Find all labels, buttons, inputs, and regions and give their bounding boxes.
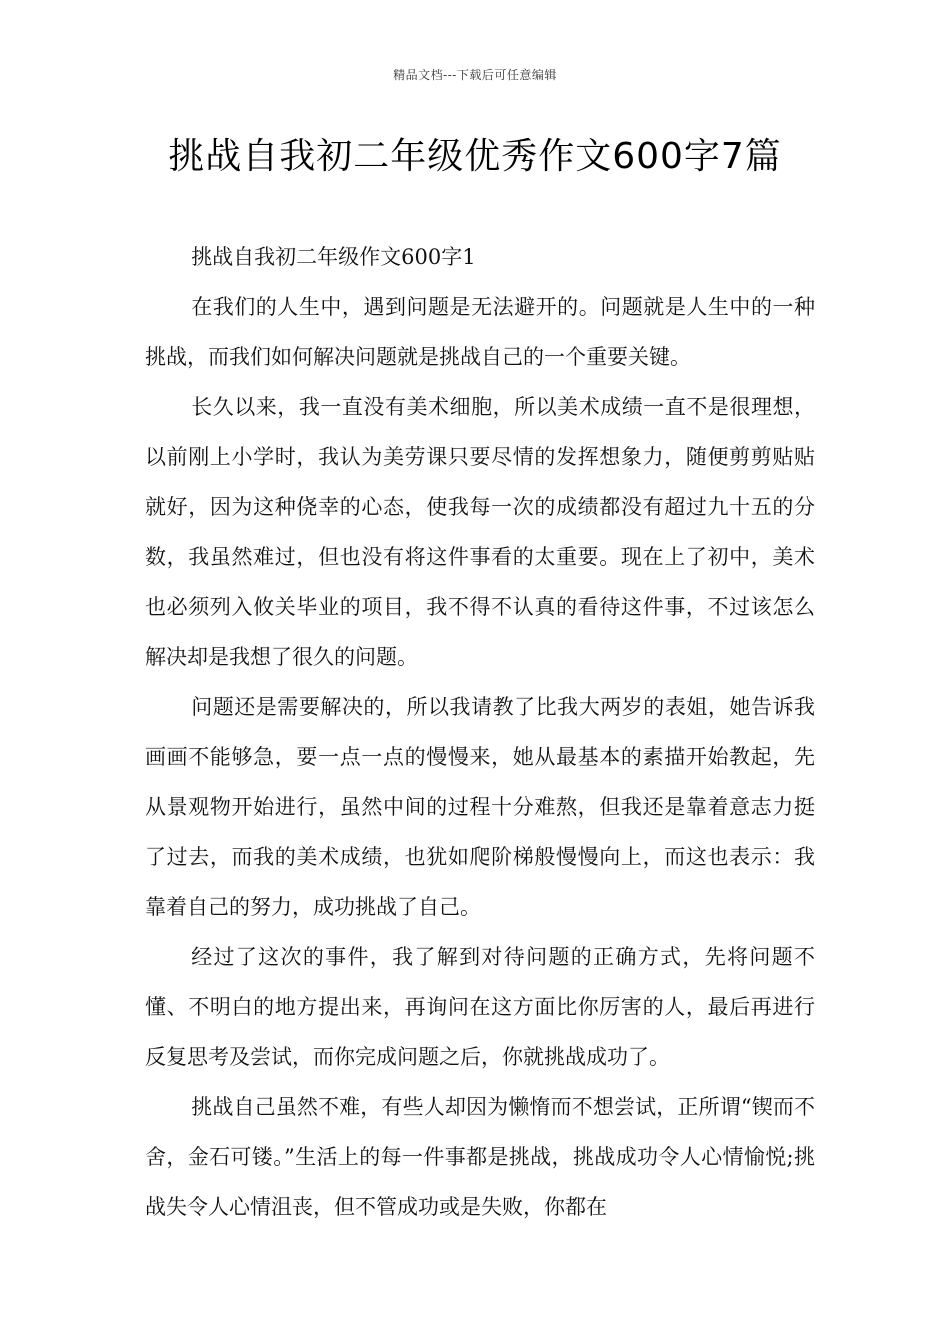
paragraph-4: 经过了这次的事件，我了解到对待问题的正确方式，先将问题不懂、不明白的地方提出来，再询问在这方面比你厉害的人，最后再进行反复思考及尝试，而你完成问题之后，你就挑战成功了。 — [145, 945, 815, 1069]
paragraph-1: 在我们的人生中，遇到问题是无法避开的。问题就是人生中的一种挑战，而我们如何解决问题就是挑战自己的一个重要关键。 — [145, 295, 815, 369]
page-header: 精品文档---下载后可任意编辑 — [393, 68, 557, 82]
paragraph-3: 问题还是需要解决的，所以我请教了比我大两岁的表姐，她告诉我画画不能够急，要一点一点的慢慢来，她从最基本的素描开始教起，先从景观物开始进行，虽然中间的过程十分难熬，但我还是靠着意志力挺了过去，而我的美术成绩，也犹如爬阶梯般慢慢向上，而这也表示：我靠着自己的努力，成功挑战了自己。 — [145, 695, 815, 919]
paragraph-2: 长久以来，我一直没有美术细胞，所以美术成绩一直不是很理想，以前刚上小学时，我认为美劳课只要尽情的发挥想象力，随便剪剪贴贴就好，因为这种侥幸的心态，使我每一次的成绩都没有超过九十五的分数，我虽然难过，但也没有将这件事看的太重要。现在上了初中，美术也必须列入攸关毕业的项目，我不得不认真的看待这件事，不过该怎么解决却是我想了很久的问题。 — [145, 395, 815, 669]
document-title: 挑战自我初二年级优秀作文600字7篇 — [168, 136, 782, 177]
section-subtitle: 挑战自我初二年级作文600字1 — [191, 245, 476, 269]
paragraph-5: 挑战自己虽然不难，有些人却因为懒惰而不想尝试，正所谓“锲而不舍，金石可镂。”生活上的每一件事都是挑战，挑战成功令人心情愉悦;挑战失令人心情沮丧，但不管成功或是失败，你都在 — [145, 1095, 815, 1219]
document-body — [145, 232, 815, 1232]
